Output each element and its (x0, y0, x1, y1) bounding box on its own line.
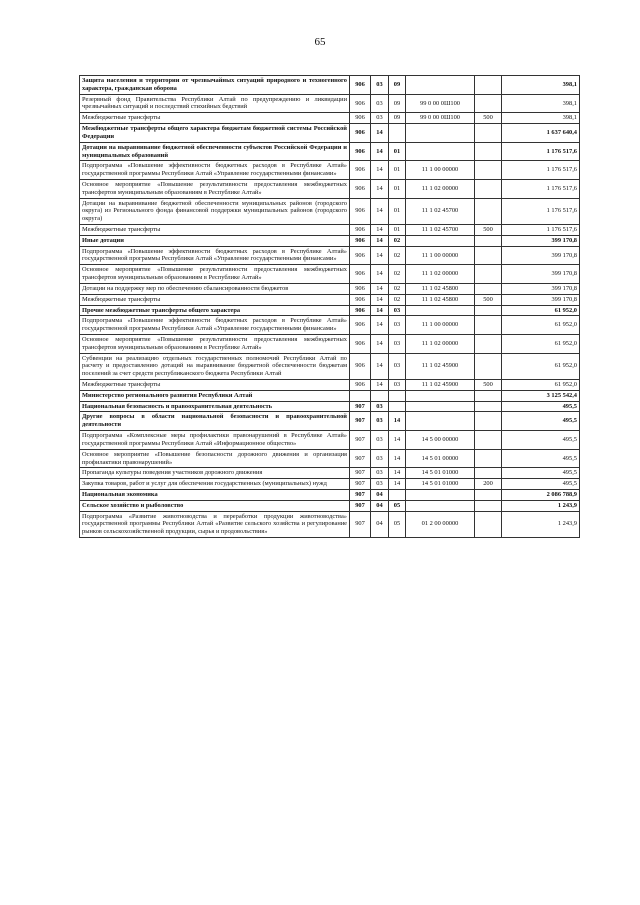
row-section-code (371, 390, 389, 401)
table-row (80, 401, 580, 412)
row-expense-type (475, 353, 502, 379)
row-target-article: 11 1 02 00000 (406, 334, 475, 353)
row-target-article: 11 1 02 45700 (406, 198, 475, 224)
row-grbs-code: 906 (350, 235, 371, 246)
row-subsection-code (389, 390, 406, 401)
table-row (80, 316, 580, 335)
row-subsection-code: 14 (389, 479, 406, 490)
row-subsection-code: 09 (389, 113, 406, 124)
row-expense-type: 200 (475, 479, 502, 490)
table-row (80, 113, 580, 124)
row-target-article (406, 489, 475, 500)
row-section-code: 14 (371, 124, 389, 143)
row-section-code: 14 (371, 380, 389, 391)
row-expense-type (475, 449, 502, 468)
table-row (80, 235, 580, 246)
row-target-article: 11 1 02 00000 (406, 265, 475, 284)
row-section-code: 14 (371, 142, 389, 161)
row-grbs-code: 906 (350, 161, 371, 180)
row-target-article: 11 1 02 45900 (406, 353, 475, 379)
table-row (80, 161, 580, 180)
row-amount: 399 170,8 (502, 265, 580, 284)
row-subsection-code (389, 124, 406, 143)
row-amount: 495,5 (502, 479, 580, 490)
row-name: Национальная экономика (80, 489, 350, 500)
row-target-article: 11 1 00 00000 (406, 246, 475, 265)
row-amount: 1 176 517,6 (502, 161, 580, 180)
row-amount: 1 176 517,6 (502, 142, 580, 161)
row-expense-type (475, 334, 502, 353)
row-name: Иные дотации (80, 235, 350, 246)
row-grbs-code: 906 (350, 380, 371, 391)
table-row (80, 246, 580, 265)
row-subsection-code: 03 (389, 316, 406, 335)
table-row (80, 283, 580, 294)
row-grbs-code: 907 (350, 489, 371, 500)
row-subsection-code: 09 (389, 76, 406, 95)
row-name: Резервный фонд Правительства Республики Алтай по предупреждению и ликвидации чрезвычайных ситуаций и последствий стихийных бедствий (80, 94, 350, 113)
row-section-code: 14 (371, 294, 389, 305)
row-grbs-code (350, 390, 371, 401)
row-target-article: 99 0 00 0Ш100 (406, 94, 475, 113)
row-section-code: 14 (371, 334, 389, 353)
row-amount: 495,5 (502, 412, 580, 431)
row-section-code: 04 (371, 511, 389, 537)
row-section-code: 14 (371, 305, 389, 316)
row-grbs-code: 907 (350, 412, 371, 431)
row-name: Дотации на поддержку мер по обеспечению сбалансированности бюджетов (80, 283, 350, 294)
row-target-article (406, 235, 475, 246)
row-target-article: 11 1 00 00000 (406, 161, 475, 180)
row-grbs-code: 907 (350, 500, 371, 511)
row-name: Подпрограмма «Повышение эффективности бюджетных расходов в Республике Алтай» государственной программы Республики Алтай «Управление государственными финансами» (80, 316, 350, 335)
row-name: Подпрограмма «Повышение эффективности бюджетных расходов в Республике Алтай» государственной программы Республики Алтай «Управление государственными финансами» (80, 161, 350, 180)
row-subsection-code (389, 401, 406, 412)
row-section-code: 03 (371, 479, 389, 490)
row-target-article (406, 142, 475, 161)
row-name: Сельское хозяйство и рыболовство (80, 500, 350, 511)
table-row (80, 142, 580, 161)
row-name: Подпрограмма «Повышение эффективности бюджетных расходов в Республике Алтай» государственной программы Республики Алтай «Управление государственными финансами» (80, 246, 350, 265)
row-subsection-code: 03 (389, 380, 406, 391)
row-amount: 61 952,0 (502, 353, 580, 379)
row-subsection-code: 14 (389, 449, 406, 468)
table-row (80, 500, 580, 511)
row-grbs-code: 906 (350, 305, 371, 316)
row-target-article: 14 5 01 00000 (406, 449, 475, 468)
row-name: Субвенции на реализацию отдельных государственных полномочий Республики Алтай по расчету и предоставлению дотаций на выравнивание бюджетной обеспеченности бюджетам поселений за счет средств республиканского бюджета Республики Алтай (80, 353, 350, 379)
row-subsection-code: 01 (389, 142, 406, 161)
row-name: Пропаганда культуры поведения участников дорожного движения (80, 468, 350, 479)
row-grbs-code: 906 (350, 265, 371, 284)
row-target-article: 11 1 02 45700 (406, 225, 475, 236)
row-subsection-code: 05 (389, 500, 406, 511)
row-amount: 398,1 (502, 94, 580, 113)
table-row (80, 305, 580, 316)
row-target-article: 14 5 01 01000 (406, 479, 475, 490)
row-target-article: 99 0 00 0Ш100 (406, 113, 475, 124)
row-target-article: 14 5 00 00000 (406, 431, 475, 450)
row-subsection-code: 01 (389, 179, 406, 198)
row-expense-type: 500 (475, 380, 502, 391)
row-target-article: 11 1 02 45800 (406, 294, 475, 305)
row-amount: 495,5 (502, 431, 580, 450)
row-expense-type: 500 (475, 294, 502, 305)
row-amount: 2 086 788,9 (502, 489, 580, 500)
row-subsection-code: 03 (389, 334, 406, 353)
row-subsection-code: 02 (389, 265, 406, 284)
row-grbs-code: 906 (350, 316, 371, 335)
table-row (80, 179, 580, 198)
row-name: Межбюджетные трансферты (80, 225, 350, 236)
row-section-code: 14 (371, 283, 389, 294)
row-target-article: 14 5 01 01000 (406, 468, 475, 479)
row-name: Защита населения и территории от чрезвычайных ситуаций природного и техногенного характера, гражданская оборона (80, 76, 350, 95)
row-grbs-code: 906 (350, 76, 371, 95)
row-grbs-code: 906 (350, 142, 371, 161)
row-amount: 399 170,8 (502, 283, 580, 294)
row-name: Межбюджетные трансферты (80, 294, 350, 305)
row-name: Основное мероприятие «Повышение результативности предоставления межбюджетных трансфертов муниципальным образованиям в Республике Алтай» (80, 334, 350, 353)
row-target-article (406, 390, 475, 401)
row-name: Основное мероприятие «Повышение результативности предоставления межбюджетных трансфертов муниципальным образованиям в Республике Алтай» (80, 179, 350, 198)
row-name: Закупка товаров, работ и услуг для обеспечения государственных (муниципальных) нужд (80, 479, 350, 490)
row-expense-type (475, 401, 502, 412)
row-target-article: 11 1 00 00000 (406, 316, 475, 335)
table-row (80, 294, 580, 305)
row-section-code: 14 (371, 246, 389, 265)
row-section-code: 14 (371, 225, 389, 236)
row-grbs-code: 906 (350, 334, 371, 353)
row-expense-type (475, 124, 502, 143)
row-target-article: 11 1 02 00000 (406, 179, 475, 198)
row-name: Подпрограмма «Развитие животноводства и переработки продукции животноводства» государственной программы Республики Алтай «Развитие сельского хозяйства и регулирование рынков сельскохозяйственной продукции, сырья и продовольствия» (80, 511, 350, 537)
row-grbs-code: 906 (350, 294, 371, 305)
row-expense-type (475, 94, 502, 113)
row-name: Дотации на выравнивание бюджетной обеспеченности муниципальных районов (городского округа) из Регионального фонда финансовой поддержки муниципальных районов (городского округа) (80, 198, 350, 224)
row-amount: 61 952,0 (502, 316, 580, 335)
row-amount: 495,5 (502, 401, 580, 412)
row-subsection-code (389, 489, 406, 500)
row-amount: 399 170,8 (502, 246, 580, 265)
row-expense-type (475, 179, 502, 198)
page-number: 65 (314, 36, 326, 48)
row-amount: 399 170,8 (502, 235, 580, 246)
row-section-code: 14 (371, 161, 389, 180)
row-subsection-code: 14 (389, 468, 406, 479)
row-grbs-code: 907 (350, 431, 371, 450)
table-row (80, 431, 580, 450)
row-amount: 3 125 542,4 (502, 390, 580, 401)
row-name: Основное мероприятие «Повышение безопасности дорожного движения и организация профилактики правонарушений» (80, 449, 350, 468)
row-section-code: 03 (371, 113, 389, 124)
table-row (80, 479, 580, 490)
row-target-article (406, 500, 475, 511)
row-subsection-code: 09 (389, 94, 406, 113)
row-subsection-code: 05 (389, 511, 406, 537)
row-section-code: 04 (371, 489, 389, 500)
row-subsection-code: 02 (389, 246, 406, 265)
row-expense-type (475, 511, 502, 537)
row-target-article (406, 412, 475, 431)
table-row (80, 390, 580, 401)
row-expense-type (475, 161, 502, 180)
row-expense-type (475, 489, 502, 500)
row-subsection-code: 02 (389, 294, 406, 305)
row-name: Прочие межбюджетные трансферты общего характера (80, 305, 350, 316)
row-target-article (406, 305, 475, 316)
row-grbs-code: 906 (350, 198, 371, 224)
row-name: Межбюджетные трансферты (80, 113, 350, 124)
row-grbs-code: 906 (350, 179, 371, 198)
row-expense-type (475, 198, 502, 224)
table-row (80, 124, 580, 143)
row-amount: 1 243,9 (502, 511, 580, 537)
row-target-article (406, 401, 475, 412)
row-section-code: 03 (371, 449, 389, 468)
row-section-code: 03 (371, 76, 389, 95)
row-grbs-code: 907 (350, 479, 371, 490)
row-subsection-code: 01 (389, 198, 406, 224)
row-section-code: 14 (371, 179, 389, 198)
table-row (80, 76, 580, 95)
row-grbs-code: 906 (350, 353, 371, 379)
row-amount: 399 170,8 (502, 294, 580, 305)
row-name: Другие вопросы в области национальной безопасности и правоохранительной деятельности (80, 412, 350, 431)
row-section-code: 03 (371, 94, 389, 113)
row-expense-type (475, 142, 502, 161)
row-amount: 1 176 517,6 (502, 198, 580, 224)
row-expense-type (475, 500, 502, 511)
row-name: Межбюджетные трансферты (80, 380, 350, 391)
row-section-code: 14 (371, 235, 389, 246)
row-amount: 398,1 (502, 113, 580, 124)
row-expense-type: 500 (475, 225, 502, 236)
row-target-article: 11 1 02 45800 (406, 283, 475, 294)
row-subsection-code: 01 (389, 225, 406, 236)
row-section-code: 03 (371, 468, 389, 479)
row-target-article (406, 124, 475, 143)
table-row (80, 449, 580, 468)
row-grbs-code: 906 (350, 94, 371, 113)
row-grbs-code: 906 (350, 225, 371, 236)
table-row (80, 225, 580, 236)
row-target-article: 11 1 02 45900 (406, 380, 475, 391)
row-target-article: 01 2 00 00000 (406, 511, 475, 537)
row-expense-type (475, 390, 502, 401)
row-subsection-code: 03 (389, 305, 406, 316)
row-expense-type (475, 246, 502, 265)
row-grbs-code: 907 (350, 511, 371, 537)
row-name: Министерство регионального развития Республики Алтай (80, 390, 350, 401)
row-name: Основное мероприятие «Повышение результативности предоставления межбюджетных трансфертов муниципальным образованиям в Республике Алтай» (80, 265, 350, 284)
table-row (80, 412, 580, 431)
row-amount: 61 952,0 (502, 305, 580, 316)
row-subsection-code: 01 (389, 161, 406, 180)
table-row (80, 380, 580, 391)
row-amount: 61 952,0 (502, 334, 580, 353)
table-row (80, 353, 580, 379)
row-subsection-code: 02 (389, 283, 406, 294)
row-subsection-code: 14 (389, 412, 406, 431)
row-grbs-code: 906 (350, 246, 371, 265)
row-grbs-code: 906 (350, 283, 371, 294)
row-section-code: 04 (371, 500, 389, 511)
row-amount: 61 952,0 (502, 380, 580, 391)
row-grbs-code: 906 (350, 124, 371, 143)
row-amount: 1 243,9 (502, 500, 580, 511)
budget-table (79, 75, 580, 538)
row-name: Дотации на выравнивание бюджетной обеспеченности субъектов Российской Федерации и муниципальных образований (80, 142, 350, 161)
row-expense-type: 500 (475, 113, 502, 124)
row-amount: 398,1 (502, 76, 580, 95)
row-amount: 495,5 (502, 468, 580, 479)
row-expense-type (475, 265, 502, 284)
row-amount: 1 176 517,6 (502, 225, 580, 236)
row-target-article (406, 76, 475, 95)
row-name: Подпрограмма «Комплексные меры профилактики правонарушений в Республике Алтай» государственной программы Республики Алтай «Информационное общество» (80, 431, 350, 450)
row-expense-type (475, 431, 502, 450)
row-expense-type (475, 305, 502, 316)
row-section-code: 03 (371, 401, 389, 412)
row-grbs-code: 907 (350, 401, 371, 412)
row-amount: 1 176 517,6 (502, 179, 580, 198)
row-expense-type (475, 235, 502, 246)
row-grbs-code: 906 (350, 113, 371, 124)
row-expense-type (475, 412, 502, 431)
table-row (80, 198, 580, 224)
row-name: Национальная безопасность и правоохранительная деятельность (80, 401, 350, 412)
row-section-code: 14 (371, 265, 389, 284)
table-row (80, 511, 580, 537)
row-subsection-code: 14 (389, 431, 406, 450)
table-row (80, 489, 580, 500)
row-expense-type (475, 76, 502, 95)
row-amount: 495,5 (502, 449, 580, 468)
row-section-code: 03 (371, 412, 389, 431)
row-expense-type (475, 468, 502, 479)
table-row (80, 265, 580, 284)
row-name: Межбюджетные трансферты общего характера бюджетам бюджетной системы Российской Федерации (80, 124, 350, 143)
row-section-code: 03 (371, 431, 389, 450)
table-row (80, 94, 580, 113)
row-expense-type (475, 316, 502, 335)
row-expense-type (475, 283, 502, 294)
table-row (80, 334, 580, 353)
row-subsection-code: 02 (389, 235, 406, 246)
row-grbs-code: 907 (350, 468, 371, 479)
row-subsection-code: 03 (389, 353, 406, 379)
table-row (80, 468, 580, 479)
row-section-code: 14 (371, 198, 389, 224)
row-amount: 1 637 640,4 (502, 124, 580, 143)
row-section-code: 14 (371, 316, 389, 335)
row-section-code: 14 (371, 353, 389, 379)
row-grbs-code: 907 (350, 449, 371, 468)
